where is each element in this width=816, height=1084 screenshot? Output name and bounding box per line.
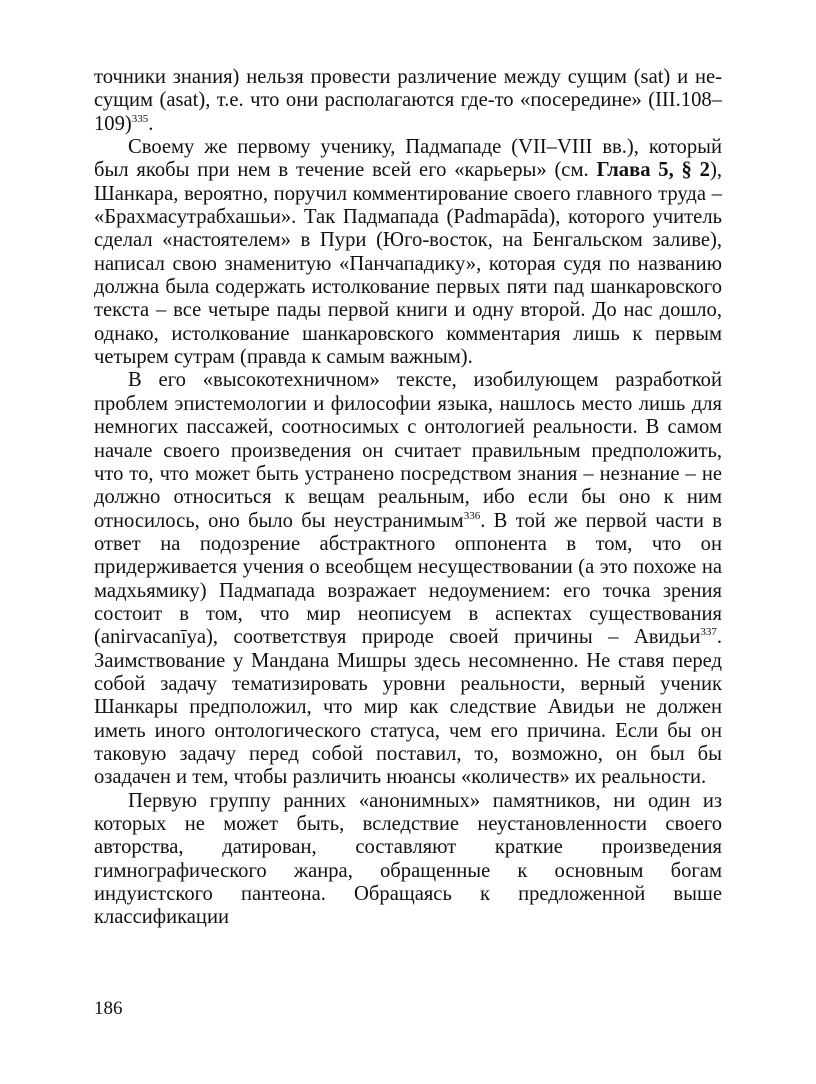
paragraph-4-text: Первую группу ранних «анонимных» памятников, ни один из которых не может быть, вследствие неустановленности своего авторства, датирован, составляют краткие произведения гимнографического жанра, обращенные к основным богам индуистского пантеона. Обращаясь к предложенной выше классификации	[94, 789, 722, 929]
footnote-ref-335: 335	[131, 112, 149, 125]
paragraph-3-text: В его «высокотехничном» тексте, изобилующем разработкой проблем эпистемологии и философии языка, нашлось место лишь для немногих пассажей, соотносимых с онтологией реальности. В самом начале своего произведения он считает правильным предположить, что то, что может быть устранено посредством знания – незнание – не должно относиться к вещам реальным, ибо если бы оно к ним относилось, оно было бы неустранимым	[94, 369, 722, 532]
paragraph-2-text-end: ), Шанкара, вероятно, поручил комментирование своего главного труда – «Брахмасутрабхашьи». Так Падмапада (Padmapāda), которого учитель сделал «настоятелем» в Пури (Юго-восток, на Бенгальском заливе), написал свою знаменитую «Панчападику», которая судя по названию должна была содержать истолкование первых пяти пад шанкаровского текста – все четыре пады первой книги и одну второй. До нас дошло, однако, истолкование шанкаровского комментария лишь к первым четырем сутрам (правда к самым важным).	[94, 159, 722, 369]
paragraph-3	[94, 369, 722, 789]
paragraph-3-text-middle: . В той же первой части в ответ на подозрение абстрактного оппонента в том, что он придерживается учения о всеобщем несуществовании (а это похоже на мадхьямику) Падмапада возражает недоумением: его точка зрения состоит в том, что мир неописуем в аспектах существования (anirvacanīya), соответствуя природе своей причины – Авидьи	[94, 509, 722, 649]
paragraph-1-text-end: .	[148, 112, 154, 135]
paragraph-2-text: Своему же первому ученику, Падмападе (VII–VIII вв.), который был якобы при нем в течение всей его «карьеры» (см.	[94, 136, 722, 182]
paragraph-3-text-end: . Заимствование у Мандана Мишры здесь несомненно. Не ставя перед собой задачу тематизировать уровни реальности, верный ученик Шанкары предположил, что мир как следствие Авидьи не должен иметь иного онтологического статуса, чем его причина. Если бы он таковую задачу перед собой поставил, то, возможно, он был бы озадачен и тем, чтобы различить нюансы «количеств» их реальности.	[94, 626, 722, 789]
chapter-reference: Глава 5, § 2	[596, 159, 710, 182]
footnote-ref-337: 337	[700, 626, 717, 639]
paragraph-2	[94, 136, 722, 369]
paragraph-4	[94, 790, 722, 930]
paragraph-1-text: точники знания) нельзя провести различение между сущим (sat) и не-сущим (asat), т.е. что они располагаются где-то «посередине» (III.108–109)	[94, 66, 722, 135]
footnote-ref-336: 336	[463, 509, 481, 522]
page-number: 186	[94, 998, 123, 1019]
paragraph-1	[94, 66, 722, 136]
body-text	[94, 66, 722, 930]
